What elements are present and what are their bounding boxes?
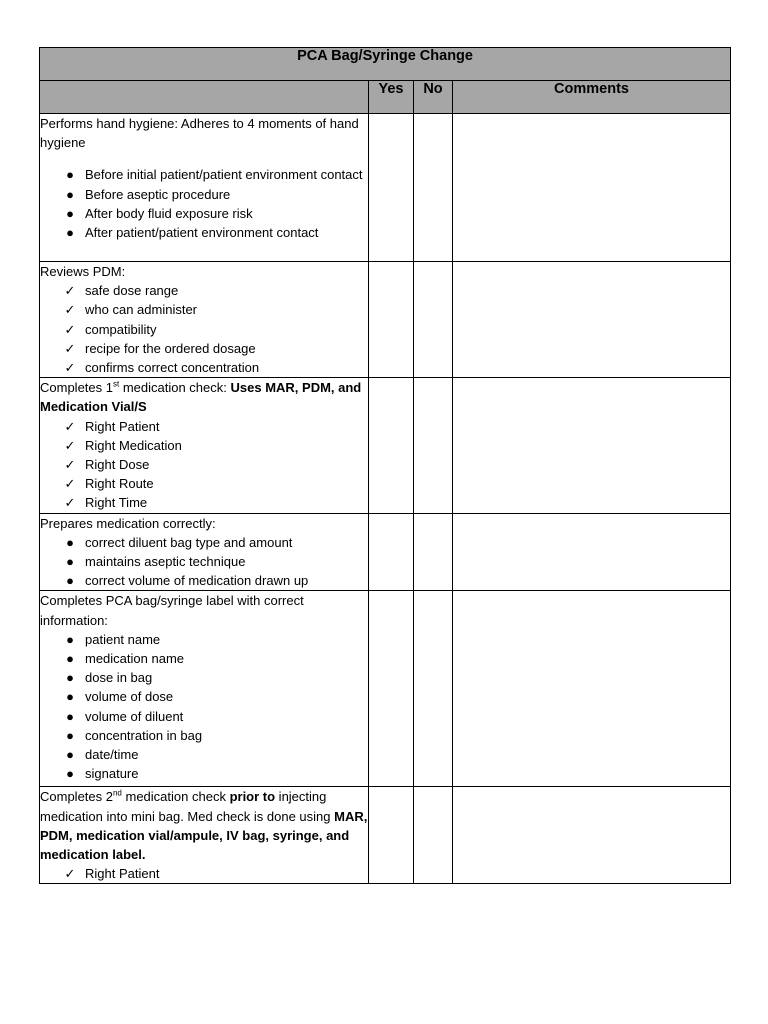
task-cell	[40, 114, 369, 262]
bullet-list	[40, 630, 368, 784]
task-intro: Completes 2nd medication check prior to injecting medication into mini bag. Med check is done using MAR, PDM, medication vial/ampule, IV bag, syringe, and medication label.	[40, 789, 368, 863]
bullet-icon: ●	[66, 747, 74, 763]
task-intro: Reviews PDM:	[40, 264, 126, 279]
bullet-icon: ●	[66, 651, 74, 667]
no-cell[interactable]	[414, 787, 453, 884]
pca-checklist-table	[39, 47, 731, 884]
check-list	[40, 864, 368, 883]
yes-cell[interactable]	[369, 591, 414, 787]
comments-cell[interactable]	[453, 513, 731, 591]
task-cell	[40, 591, 369, 787]
bullet-icon: ●	[66, 766, 74, 782]
list-item: ● patient name	[40, 630, 368, 649]
yes-cell[interactable]	[369, 262, 414, 378]
table-row	[40, 513, 731, 591]
bullet-icon: ●	[66, 186, 74, 202]
checkmark-icon: ✓	[64, 437, 76, 453]
bullet-icon: ●	[66, 727, 74, 743]
comments-column-header: Comments	[453, 81, 731, 114]
task-cell	[40, 262, 369, 378]
list-item: ● Before initial patient/patient environment contact	[40, 165, 368, 184]
list-item: ● dose in bag	[40, 668, 368, 687]
checkmark-icon: ✓	[64, 321, 76, 337]
table-row	[40, 787, 731, 884]
comments-cell[interactable]	[453, 378, 731, 513]
list-item: ✓ Right Time	[40, 493, 368, 512]
checkmark-icon: ✓	[64, 866, 76, 882]
list-item: ● correct volume of medication drawn up	[40, 571, 368, 590]
list-item: ✓ Right Route	[40, 474, 368, 493]
no-column-header: No	[414, 81, 453, 114]
list-item: ✓ recipe for the ordered dosage	[40, 339, 368, 358]
bullet-icon: ●	[66, 534, 74, 550]
list-item: ● volume of dose	[40, 687, 368, 706]
bullet-icon: ●	[66, 205, 74, 221]
bullet-list	[40, 165, 368, 242]
task-intro: Completes 1st medication check: Uses MAR, PDM, and Medication Vial/S	[40, 379, 362, 415]
comments-cell[interactable]	[453, 114, 731, 262]
list-item: ● concentration in bag	[40, 726, 368, 745]
list-item: ✓ safe dose range	[40, 281, 368, 300]
task-intro: Performs hand hygiene: Adheres to 4 moments of hand hygiene	[40, 116, 359, 151]
list-item: ✓ Right Dose	[40, 455, 368, 474]
yes-cell[interactable]	[369, 378, 414, 513]
task-column-header	[40, 81, 369, 114]
list-item: ● signature	[40, 764, 368, 783]
checkmark-icon: ✓	[64, 457, 76, 473]
title-row	[40, 48, 731, 81]
list-item: ● After patient/patient environment contact	[40, 223, 368, 242]
checkmark-icon: ✓	[64, 340, 76, 356]
comments-cell[interactable]	[453, 262, 731, 378]
bullet-icon: ●	[66, 554, 74, 570]
table-row	[40, 262, 731, 378]
no-cell[interactable]	[414, 378, 453, 513]
list-item: ● correct diluent bag type and amount	[40, 533, 368, 552]
checkmark-icon: ✓	[64, 283, 76, 299]
no-cell[interactable]	[414, 114, 453, 262]
bullet-icon: ●	[66, 689, 74, 705]
list-item: ● date/time	[40, 745, 368, 764]
comments-cell[interactable]	[453, 591, 731, 787]
yes-cell[interactable]	[369, 513, 414, 591]
no-cell[interactable]	[414, 262, 453, 378]
no-cell[interactable]	[414, 513, 453, 591]
list-item: ● volume of diluent	[40, 707, 368, 726]
no-cell[interactable]	[414, 591, 453, 787]
yes-column-header: Yes	[369, 81, 414, 114]
checkmark-icon: ✓	[64, 418, 76, 434]
bullet-icon: ●	[66, 631, 74, 647]
list-item: ✓ Right Patient	[40, 417, 368, 436]
list-item: ✓ who can administer	[40, 300, 368, 319]
table-row	[40, 591, 731, 787]
task-cell	[40, 787, 369, 884]
check-list	[40, 417, 368, 513]
checkmark-icon: ✓	[64, 476, 76, 492]
list-item: ● medication name	[40, 649, 368, 668]
yes-cell[interactable]	[369, 787, 414, 884]
bullet-icon: ●	[66, 708, 74, 724]
bullet-icon: ●	[66, 167, 74, 183]
table-row	[40, 114, 731, 262]
checkmark-icon: ✓	[64, 360, 76, 376]
yes-cell[interactable]	[369, 114, 414, 262]
task-intro: Prepares medication correctly:	[40, 515, 216, 531]
task-cell	[40, 378, 369, 513]
list-item: ✓ Right Patient	[40, 864, 368, 883]
table-title: PCA Bag/Syringe Change	[40, 48, 731, 81]
comments-cell[interactable]	[453, 787, 731, 884]
bullet-list	[40, 533, 368, 591]
list-item: ✓ compatibility	[40, 320, 368, 339]
task-intro: Completes PCA bag/syringe label with correct information:	[40, 593, 304, 628]
list-item: ● Before aseptic procedure	[40, 185, 368, 204]
checkmark-icon: ✓	[64, 495, 76, 511]
list-item: ● maintains aseptic technique	[40, 552, 368, 571]
table-row	[40, 378, 731, 513]
bullet-icon: ●	[66, 573, 74, 589]
list-item: ● After body fluid exposure risk	[40, 204, 368, 223]
header-row	[40, 81, 731, 114]
bullet-icon: ●	[66, 670, 74, 686]
checkmark-icon: ✓	[64, 302, 76, 318]
check-list	[40, 281, 368, 377]
bullet-icon: ●	[66, 225, 74, 241]
list-item: ✓ confirms correct concentration	[40, 358, 368, 377]
task-cell	[40, 513, 369, 591]
list-item: ✓ Right Medication	[40, 436, 368, 455]
